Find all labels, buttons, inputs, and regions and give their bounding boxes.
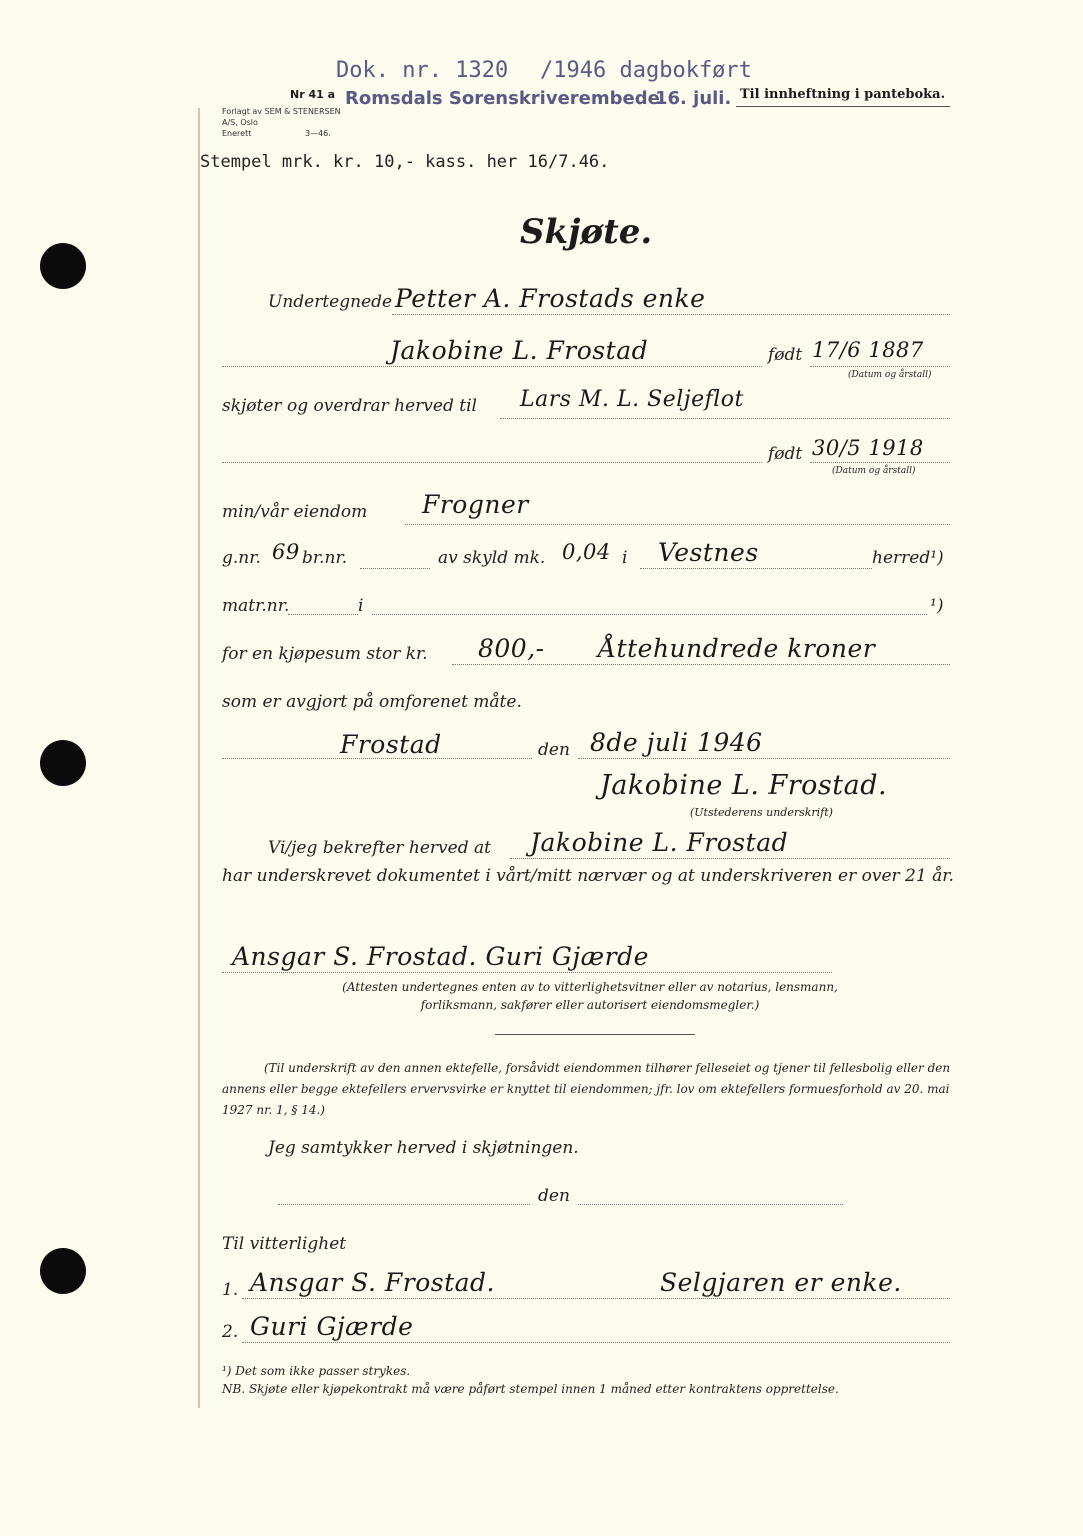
line bbox=[372, 614, 927, 615]
form-date: 3—46. bbox=[305, 129, 331, 138]
matr-label: matr.nr. bbox=[222, 596, 290, 616]
separator bbox=[495, 1034, 695, 1035]
date-caption: (Datum og årstall) bbox=[848, 370, 932, 380]
attest-note: (Attesten undertegnes enten av to vitterlighetsvitner eller av notarius, lensmann, forliksmann, sakfører eller autorisert eiendomsmegler.) bbox=[342, 980, 838, 1012]
consent-text: Jeg samtykker herved i skjøtningen. bbox=[268, 1138, 579, 1158]
line bbox=[578, 1204, 843, 1205]
born-label: født bbox=[768, 345, 803, 365]
punch-hole bbox=[40, 1248, 86, 1294]
line bbox=[500, 418, 950, 419]
price-value: 800,- bbox=[478, 634, 545, 663]
stamp-doc-number: Dok. nr. 1320 bbox=[336, 58, 509, 83]
line bbox=[578, 758, 950, 759]
footer-note-1: ¹) Det som ikke passer strykes. bbox=[222, 1364, 411, 1378]
line bbox=[288, 614, 358, 615]
price-words: Åttehundrede kroner bbox=[598, 634, 876, 663]
property-name: Frogner bbox=[422, 490, 529, 519]
herred-value: Vestnes bbox=[658, 538, 759, 567]
stamp-office: Romsdals Sorenskriverembede bbox=[345, 88, 660, 109]
margin-line bbox=[198, 108, 200, 1408]
matr-i-label: i bbox=[358, 596, 364, 616]
attest-text-start: Vi/jeg bekrefter herved at bbox=[268, 838, 491, 858]
footer-note-2: NB. Skjøte eller kjøpekontrakt må være påført stempel innen 1 måned etter kontraktens opprettelse. bbox=[222, 1382, 839, 1396]
line bbox=[222, 462, 762, 463]
form-number: Nr 41 a bbox=[290, 88, 336, 101]
punch-hole bbox=[40, 740, 86, 786]
signer-caption: (Utstederens underskrift) bbox=[690, 806, 833, 819]
witness-2-name: Guri Gjærde bbox=[250, 1312, 414, 1341]
line bbox=[278, 1204, 530, 1205]
consent-den-label: den bbox=[538, 1186, 570, 1206]
buyer-born: 30/5 1918 bbox=[812, 436, 924, 460]
sign-place: Frostad bbox=[340, 730, 442, 759]
spouse-note: (Til underskrift av den annen ektefelle, forsåvidt eiendommen tilhører felleseiet og tjener til fellesbolig eller den annens eller begge ektefellers ervervsvirke er knyttet til eiendommen; jfr. lov om ektefellers formuesforhold av 20. mai 1927 nr. 1, § 14.) bbox=[222, 1061, 951, 1117]
skyld-value: 0,04 bbox=[562, 540, 611, 564]
line bbox=[640, 568, 872, 569]
gnr-label: g.nr. bbox=[222, 548, 261, 568]
attest-witnesses: Ansgar S. Frostad. Guri Gjærde bbox=[232, 942, 649, 971]
line bbox=[242, 1298, 950, 1299]
stamp-date: 16. juli. bbox=[655, 88, 732, 109]
undertegnede-label: Undertegnede bbox=[268, 292, 393, 312]
skyld-label: av skyld mk. bbox=[438, 548, 546, 568]
buyer-name: Lars M. L. Seljeflot bbox=[520, 387, 744, 412]
publisher: Forlagt av SEM & STENERSEN A/S, Oslo bbox=[222, 107, 341, 127]
gnr-value: 69 bbox=[272, 540, 300, 564]
line bbox=[392, 314, 950, 315]
line bbox=[452, 664, 950, 665]
line bbox=[510, 858, 950, 859]
witness-2-number: 2. bbox=[222, 1322, 239, 1342]
born-label-2: født bbox=[768, 444, 803, 464]
stamp-duty-line: Stempel mrk. kr. 10,- kass. her 16/7.46. bbox=[200, 152, 610, 172]
seller-born: 17/6 1887 bbox=[812, 338, 924, 362]
line bbox=[810, 462, 950, 463]
seller-name-2: Jakobine L. Frostad bbox=[390, 336, 649, 365]
footnote-mark: ¹) bbox=[930, 596, 944, 616]
punch-hole bbox=[40, 243, 86, 289]
witness-1-number: 1. bbox=[222, 1280, 239, 1300]
property-label: min/vår eiendom bbox=[222, 502, 368, 522]
publisher-exclusive: Enerett bbox=[222, 129, 252, 138]
witness-1-note: Selgjaren er enke. bbox=[660, 1268, 902, 1297]
witness-title: Til vitterlighet bbox=[222, 1234, 347, 1254]
transfer-label: skjøter og overdrar herved til bbox=[222, 396, 477, 416]
line bbox=[222, 972, 832, 973]
signer-signature: Jakobine L. Frostad. bbox=[600, 770, 888, 801]
price-label: for en kjøpesum stor kr. bbox=[222, 644, 428, 664]
line bbox=[405, 524, 950, 525]
sign-den-label: den bbox=[538, 740, 570, 760]
line bbox=[222, 758, 532, 759]
form-purpose: Til innheftning i panteboka. bbox=[740, 87, 946, 102]
line bbox=[360, 568, 430, 569]
line bbox=[242, 1342, 950, 1343]
date-caption-2: (Datum og årstall) bbox=[832, 466, 916, 476]
witness-1-name: Ansgar S. Frostad. bbox=[250, 1268, 495, 1297]
purpose-underline bbox=[736, 106, 950, 107]
settled-text: som er avgjort på omforenet måte. bbox=[222, 692, 522, 712]
line bbox=[810, 366, 950, 367]
line bbox=[222, 366, 762, 367]
sign-date: 8de juli 1946 bbox=[590, 728, 763, 757]
brnr-label: br.nr. bbox=[302, 548, 348, 568]
seller-name-1: Petter A. Frostads enke bbox=[395, 284, 706, 313]
attest-text-end: har underskrevet dokumentet i vårt/mitt nærvær og at underskriveren er over 21 år. bbox=[222, 866, 954, 886]
document-title: Skjøte. bbox=[520, 212, 653, 252]
herred-label: herred¹) bbox=[872, 548, 944, 568]
i-label: i bbox=[622, 548, 628, 568]
attest-name: Jakobine L. Frostad bbox=[530, 828, 789, 857]
stamp-year: /1946 dagbokført bbox=[540, 58, 752, 83]
